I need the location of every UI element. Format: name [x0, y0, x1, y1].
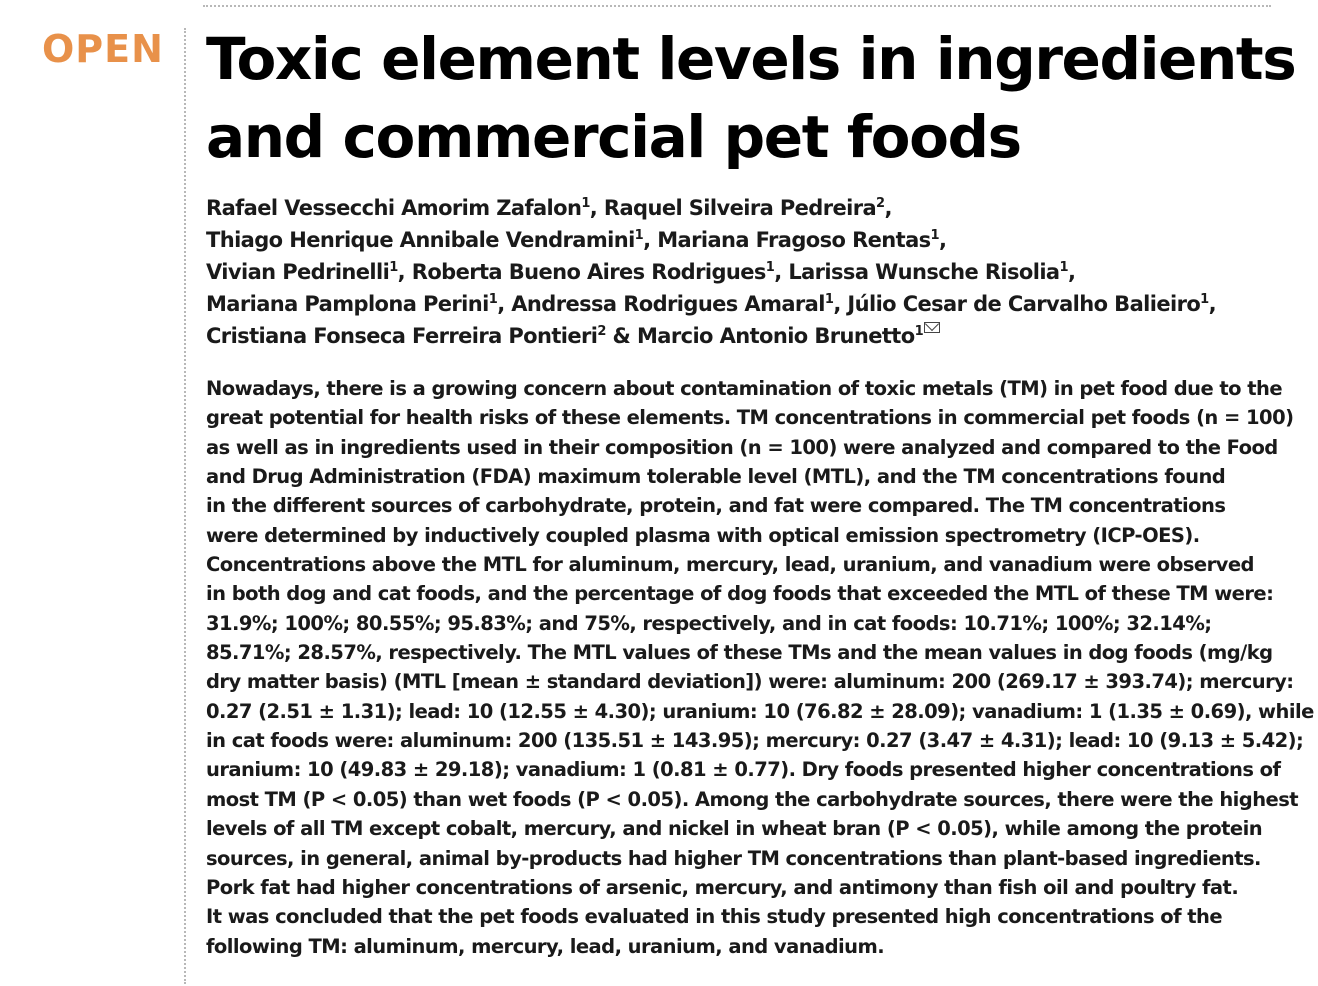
author-separator: , — [497, 292, 512, 316]
abstract-line: 85.71%; 28.57%, respectively. The MTL values of these TMs and the mean values in dog foods (mg/kg — [206, 641, 1273, 665]
abstract-line: as well as in ingredients used in their composition (n = 100) were analyzed and compared to the Food — [206, 435, 1278, 459]
abstract-line: and Drug Administration (FDA) maximum tolerable level (MTL), and the TM concentrations found — [206, 465, 1226, 489]
abstract-line: Pork fat had higher concentrations of arsenic, mercury, and antimony than fish oil and poultry fat. — [206, 875, 1239, 899]
affiliation-mark: 1 — [581, 196, 590, 211]
abstract-line: in the different sources of carbohydrate, protein, and fat were compared. The TM concentrations — [206, 494, 1226, 518]
author-name[interactable]: Vivian Pedrinelli — [206, 260, 390, 284]
abstract-line: dry matter basis) (MTL [mean ± standard deviation]) were: aluminum: 200 (269.17 ± 393.74); mercury: — [206, 670, 1294, 694]
affiliation-mark: 1 — [824, 292, 834, 307]
author-name[interactable]: Marcio Antonio Brunetto — [636, 324, 915, 348]
author-name[interactable]: Cristiana Fonseca Ferreira Pontieri — [206, 324, 598, 348]
affiliation-mark: 1 — [1200, 292, 1209, 307]
affiliation-mark: 1 — [765, 260, 775, 275]
abstract-line: Concentrations above the MTL for aluminum, mercury, lead, uranium, and vanadium were observed — [206, 553, 1254, 577]
author-name[interactable]: Thiago Henrique Annibale Vendramini — [206, 228, 635, 252]
affiliation-mark: 2 — [597, 324, 606, 339]
author-name[interactable]: Mariana Fragoso Rentas — [657, 228, 931, 252]
author-name[interactable]: Larissa Wunsche Risolia — [788, 260, 1060, 284]
author-line — [206, 192, 1306, 224]
affiliation-mark: 1 — [488, 292, 498, 307]
author-separator: , — [884, 196, 892, 220]
affiliation-mark: 1 — [1059, 260, 1068, 275]
top-dotted-rule — [203, 5, 1271, 7]
title-line-2: and commercial pet foods — [206, 103, 1021, 171]
author-line — [206, 224, 1306, 256]
article-title — [206, 20, 1306, 176]
author-separator: , — [833, 292, 848, 316]
abstract-line: levels of all TM except cobalt, mercury, and nickel in wheat bran (P < 0.05), while among the protein — [206, 817, 1263, 841]
affiliation-mark: 1 — [634, 228, 644, 243]
abstract — [206, 374, 1314, 961]
abstract-line: great potential for health risks of these elements. TM concentrations in commercial pet foods (n = 100) — [206, 406, 1294, 430]
email-envelope-icon[interactable] — [924, 322, 940, 333]
author-separator: , — [643, 228, 658, 252]
abstract-line: It was concluded that the pet foods evaluated in this study presented high concentrations of the — [206, 905, 1223, 929]
author-line — [206, 320, 1306, 352]
affiliation-mark: 1 — [930, 228, 939, 243]
author-name[interactable]: Mariana Pamplona Perini — [206, 292, 489, 316]
abstract-line: in cat foods were: aluminum: 200 (135.51 ± 143.95); mercury: 0.27 (3.47 ± 4.31); lead: 10 (9.13 ± 5.42); — [206, 729, 1304, 753]
author-separator: , — [1067, 260, 1076, 284]
author-separator: , — [589, 196, 604, 220]
author-name[interactable]: Rafael Vessecchi Amorim Zafalon — [206, 196, 582, 220]
open-access-badge: OPEN — [42, 27, 164, 71]
author-name[interactable]: Júlio Cesar de Carvalho Balieiro — [847, 292, 1201, 316]
author-separator: & — [605, 324, 637, 348]
author-line — [206, 288, 1306, 320]
affiliation-mark: 2 — [876, 196, 885, 211]
abstract-line: Nowadays, there is a growing concern about contamination of toxic metals (TM) in pet food due to the — [206, 377, 1283, 400]
author-separator: , — [1208, 292, 1217, 316]
title-line-1: Toxic element levels in ingredients — [206, 25, 1296, 93]
author-line — [206, 256, 1306, 288]
abstract-line: 0.27 (2.51 ± 1.31); lead: 10 (12.55 ± 4.30); uranium: 10 (76.82 ± 28.09); vanadium: 1 (1.35 ± 0.69), while — [206, 699, 1314, 723]
author-separator: , — [397, 260, 412, 284]
author-name[interactable]: Andressa Rodrigues Amaral — [511, 292, 825, 316]
abstract-line: 31.9%; 100%; 80.55%; 95.83%; and 75%, respectively, and in cat foods: 10.71%; 100%; 32.14%; — [206, 611, 1212, 635]
affiliation-mark: 1 — [914, 324, 924, 339]
author-name[interactable]: Raquel Silveira Pedreira — [603, 196, 877, 220]
affiliation-mark: 1 — [389, 260, 398, 275]
author-separator: , — [939, 228, 947, 252]
abstract-line: following TM: aluminum, mercury, lead, uranium, and vanadium. — [206, 934, 885, 958]
left-dotted-rule — [184, 28, 186, 984]
abstract-line: in both dog and cat foods, and the percentage of dog foods that exceeded the MTL of these TM were: — [206, 582, 1274, 606]
abstract-line: uranium: 10 (49.83 ± 29.18); vanadium: 1 (0.81 ± 0.77). Dry foods presented higher concentrations of — [206, 758, 1281, 782]
abstract-line: were determined by inductively coupled plasma with optical emission spectrometry (ICP-OES). — [206, 523, 1200, 547]
abstract-line: sources, in general, animal by-products had higher TM concentrations than plant-based ingredients. — [206, 846, 1261, 870]
abstract-line: most TM (P < 0.05) than wet foods (P < 0.05). Among the carbohydrate sources, there were the highest — [206, 787, 1299, 811]
author-separator: , — [774, 260, 789, 284]
author-name[interactable]: Roberta Bueno Aires Rodrigues — [411, 260, 766, 284]
author-list — [206, 192, 1306, 352]
